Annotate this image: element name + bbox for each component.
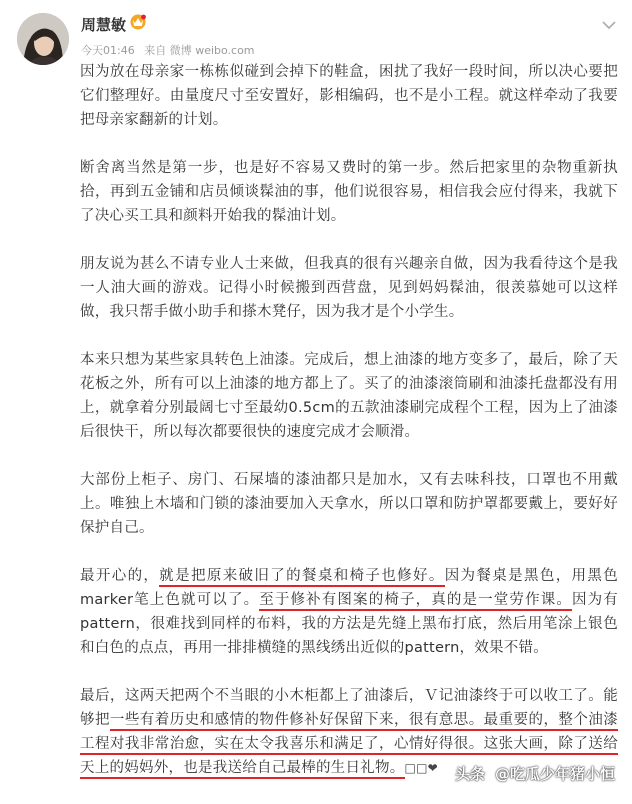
- post-paragraph: 本来只想为某些家具转色上油漆。完成后，想上油漆的地方变多了，最后，除了天花板之外，所有可以上油漆的地方都上了。买了的油漆滚筒刷和油漆托盘都没有用上，就拿着分别最阔七寸至最幼0.5cm的五款油漆刷完成程个工程，因为上了油漆后很快干，所以每次都要很快的速度完成才会顺滑。: [80, 352, 618, 440]
- post-time[interactable]: 今天01:46: [81, 44, 135, 57]
- underlined-text: 一些有着历史和感情的物件修补好保留下来，很有意思。最重要的，整个油漆工程对我非常治愈，实在太令我喜乐和满足了，心情好得很。这张大画，除了送给天上的妈妈外，也是我送给自己最棒的生日礼物。: [80, 712, 618, 779]
- post-meta: [81, 42, 261, 58]
- underlined-text: 至于修补有图案的椅子，真的是一堂劳作课。: [259, 592, 572, 611]
- post-paragraph: 朋友说为甚么不请专业人士来做，但我真的很有兴趣亲自做，因为我看待这个是我一人油大画的游戏。记得小时候搬到西营盘，见到妈妈髹油，很羡慕她可以这样做，我只帮手做小助手和搽木凳仔，因为我才是个小学生。: [80, 256, 618, 320]
- post-paragraph-highlighted: [80, 564, 618, 660]
- username[interactable]: 周慧敏: [81, 16, 127, 34]
- watermark: [455, 763, 615, 784]
- post-paragraph: 因为放在母亲家一栋栋似碰到会掉下的鞋盒，困扰了我好一段时间，所以决心要把它们整理好。由量度尺寸至安置好，影相编码，也不是小工程。就这样牵动了我要把母亲家翻新的计划。: [80, 64, 618, 128]
- text-segment: 最开心的，: [80, 568, 160, 584]
- post-source[interactable]: 来自 微博 weibo.com: [144, 44, 255, 57]
- post-paragraph: 断舍离当然是第一步，也是好不容易又费时的第一步。然后把家里的杂物重新执拾，再到五金铺和店员倾谈髹油的事，他们说很容易，相信我会应付得来，我就下了决心买工具和颜料开始我的髹油计划。: [80, 160, 618, 224]
- avatar[interactable]: [17, 13, 69, 65]
- underlined-text: 就是把原来破旧了的餐桌和椅子也修好。: [159, 568, 444, 587]
- text-segment: 因为有pattern，很难找到同样的布料，我的方法是先缝上黑布打底，然后用笔涂上银色和白色的点点，再用一排排横缝的黑线绣出近似的pattern，效果不错。: [80, 592, 619, 656]
- post-paragraph: 大部份上柜子、房门、石屎墙的漆油都只是加水，又有去味科技，口罩也不用戴上。唯独上木墙和门锁的漆油要加入天拿水，所以口罩和防护罩都要戴上，要好好保护自己。: [80, 472, 618, 536]
- text-segment: 因为餐桌是黑色，用黑色marker笔上色就可以了。: [80, 568, 619, 608]
- emoji-heart: □□❤: [404, 761, 438, 775]
- watermark-platform: 头条: [455, 765, 486, 783]
- chevron-down-icon[interactable]: [602, 15, 616, 25]
- vip-badge-icon: [129, 13, 147, 31]
- watermark-account: @吃瓜少年猪小恒: [495, 765, 616, 783]
- post-body: [80, 60, 618, 780]
- text-segment: 最后，这两天把两个不当眼的小木柜都上了油漆后，Ｖ记油漆终于可以收工了。能够把: [80, 688, 618, 728]
